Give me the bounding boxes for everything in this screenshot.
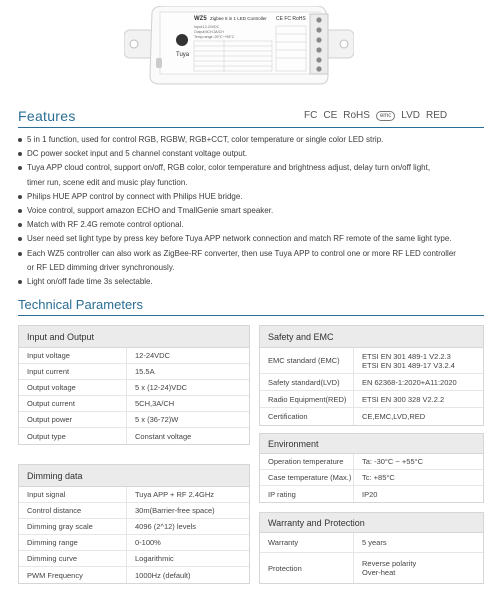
feature-item: Match with RF 2.4G remote control optional.: [18, 218, 488, 232]
feature-item: 5 in 1 function, used for control RGB, RGBW, RGB+CCT, color temperature or single color LED strip.: [18, 133, 488, 147]
warranty-protection-table: [259, 512, 484, 584]
features-title: Features: [18, 108, 76, 124]
table-row: Dimming gray scale 4096 (2^12) levels: [19, 519, 249, 535]
red-mark: RED: [426, 110, 448, 121]
dimming-data-table: [18, 464, 250, 584]
table-row: Input voltage 12-24VDC: [19, 348, 249, 364]
table-row: Output current 5CH,3A/CH: [19, 396, 249, 412]
table-row: Safety standard(LVD) EN 62368-1:2020+A11:2020: [260, 374, 483, 391]
table-row: Control distance 30m(Barrier-free space): [19, 503, 249, 519]
feature-item: Philips HUE APP control by connect with Philips HUE bridge.: [18, 190, 488, 204]
safety-emc-table: [259, 325, 484, 426]
table-header: Environment: [260, 434, 483, 454]
cert-marks-text: CE FC RoHS: [276, 16, 306, 22]
tech-params-divider: [18, 315, 484, 316]
feature-item-continued: timer run, scene edit and music play function.: [27, 177, 188, 187]
table-row: PWM Frequency 1000Hz (default): [19, 567, 249, 583]
feature-item: Voice control, support amazon ECHO and TmallGenie smart speaker.: [18, 204, 488, 218]
features-divider: [18, 127, 484, 128]
table-row: Dimming curve Logarithmic: [19, 551, 249, 567]
brand-text: Tuya: [176, 52, 190, 58]
product-image: [124, 6, 354, 86]
table-header: Dimming data: [19, 465, 249, 487]
table-row: Input signal Tuya APP + RF 2.4GHz: [19, 487, 249, 503]
table-row: Radio Equipment(RED) ETSI EN 300 328 V2.2.2: [260, 391, 483, 408]
table-row: Input current 15.5A: [19, 364, 249, 380]
table-header: Warranty and Protection: [260, 513, 483, 533]
table-row: Warranty 5 years: [260, 533, 483, 553]
environment-table: [259, 433, 484, 503]
input-output-table: [18, 325, 250, 445]
table-row: Case temperature (Max.) Tc: +85°C: [260, 470, 483, 486]
feature-item: DC power socket input and 5 channel constant voltage output.: [18, 147, 488, 161]
table-row: Certification CE,EMC,LVD,RED: [260, 408, 483, 425]
table-row: Protection Reverse polarity Over-heat: [260, 553, 483, 583]
table-row: Output power 5 x (36-72)W: [19, 412, 249, 428]
table-row: Dimming range 0-100%: [19, 535, 249, 551]
table-header: Input and Output: [19, 326, 249, 348]
fc-mark: FC: [304, 110, 318, 121]
table-row: Operation temperature Ta: -30°C ~ +55°C: [260, 454, 483, 470]
table-header: Safety and EMC: [260, 326, 483, 348]
label-line-1: Input:12-24VDC: [194, 25, 220, 29]
table-row: Output type Constant voltage: [19, 428, 249, 444]
feature-item: Each WZ5 controller can also work as ZigBee-RF converter, then use Tuya APP to control one or more RF LED controller: [18, 247, 488, 261]
tech-params-title: Technical Parameters: [18, 297, 143, 312]
label-line-2: Output:5CH,3A/CH: [194, 30, 224, 34]
rohs-mark: RoHS: [343, 110, 370, 121]
table-row: IP rating IP20: [260, 486, 483, 502]
ce-mark: CE: [323, 110, 338, 121]
cert-logos: [304, 110, 447, 121]
feature-item: User need set light type by press key before Tuya APP network connection and match RF remote of the same light type.: [18, 232, 488, 246]
table-row: Output voltage 5 x (12-24)VDC: [19, 380, 249, 396]
table-row: EMC standard (EMC) ETSI EN 301 489-1 V2.2.3 ETSI EN 301 489-17 V3.2.4: [260, 348, 483, 374]
feature-item-continued: or RF LED dimming driver synchronously.: [27, 262, 175, 272]
product-title-text: Zigbee 5 in 1 LED Controller: [210, 16, 267, 21]
label-line-3: Temp.range:-30°C~+55°C: [194, 35, 235, 39]
feature-item: Light on/off fade time 3s selectable.: [18, 275, 488, 289]
emc-mark: emc: [376, 111, 395, 121]
lvd-mark: LVD: [401, 110, 420, 121]
feature-item: Tuya APP cloud control, support on/off, RGB color, color temperature and brightness adjust, delay turn on/off light,: [18, 161, 488, 175]
model-text: WZ5: [194, 16, 207, 22]
features-list: [18, 133, 488, 289]
